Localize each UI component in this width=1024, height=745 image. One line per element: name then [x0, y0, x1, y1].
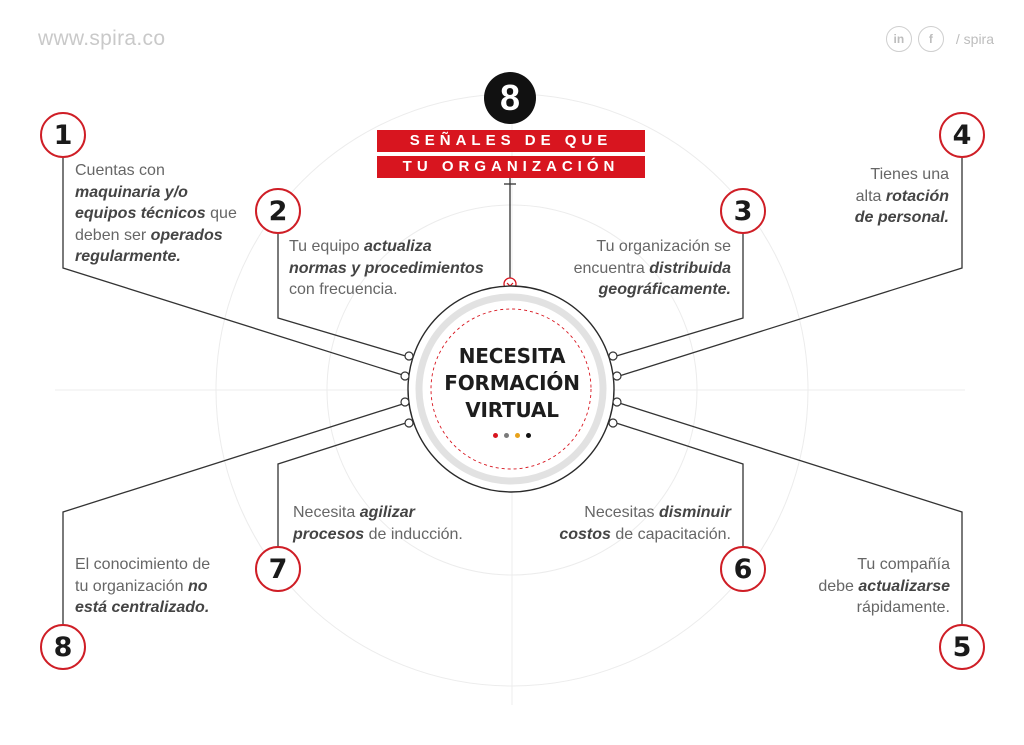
dot-black	[526, 433, 531, 438]
badge-8: 8	[40, 624, 86, 670]
badge-7: 7	[255, 546, 301, 592]
node-3	[609, 352, 617, 360]
node-8	[401, 398, 409, 406]
item-7-text: Necesita agilizar procesos de inducción.	[293, 504, 463, 543]
item-6-text: Necesitas disminuir costos de capacitación.	[559, 504, 731, 543]
badge-2: 2	[255, 188, 301, 234]
center-label	[434, 343, 590, 438]
node-7	[405, 419, 413, 427]
facebook-icon[interactable]: f	[918, 26, 944, 52]
item-4-text: Tienes una alta rotación de personal.	[854, 166, 949, 226]
node-5	[613, 398, 621, 406]
social-handle[interactable]: / spira	[955, 31, 994, 47]
center-line-2: FORMACIÓN	[444, 371, 580, 395]
node-6	[609, 419, 617, 427]
item-8-text: El conocimiento de tu organización no está centralizado.	[75, 556, 211, 616]
item-1-text: Cuentas con maquinaria y/o equipos técnicos que deben ser operados regularmente.	[75, 162, 237, 265]
badge-6: 6	[720, 546, 766, 592]
site-url[interactable]: www.spira.co	[38, 27, 166, 50]
badge-5: 5	[939, 624, 985, 670]
item-5-text: Tu compañía debe actualizarse rápidamente.	[818, 556, 950, 616]
node-1	[401, 372, 409, 380]
linkedin-icon[interactable]: in	[886, 26, 912, 52]
social-links	[886, 26, 994, 52]
badge-3: 3	[720, 188, 766, 234]
badge-1: 1	[40, 112, 86, 158]
node-2	[405, 352, 413, 360]
dot-grey	[504, 433, 509, 438]
title-banner-line-1: SEÑALES DE QUE	[377, 130, 645, 152]
dot-orange	[515, 433, 520, 438]
node-4	[613, 372, 621, 380]
dot-red	[493, 433, 498, 438]
center-line-3: VIRTUAL	[465, 398, 559, 422]
center-line-1: NECESITA	[458, 344, 566, 368]
item-3-text: Tu organización se encuentra distribuida geográficamente.	[573, 238, 731, 298]
title-number-badge: 8	[484, 72, 536, 124]
item-2-text: Tu equipo actualiza normas y procedimientos con frecuencia.	[289, 238, 484, 298]
badge-4: 4	[939, 112, 985, 158]
title-banner-line-2: TU ORGANIZACIÓN	[377, 156, 645, 178]
center-dots	[434, 433, 590, 438]
